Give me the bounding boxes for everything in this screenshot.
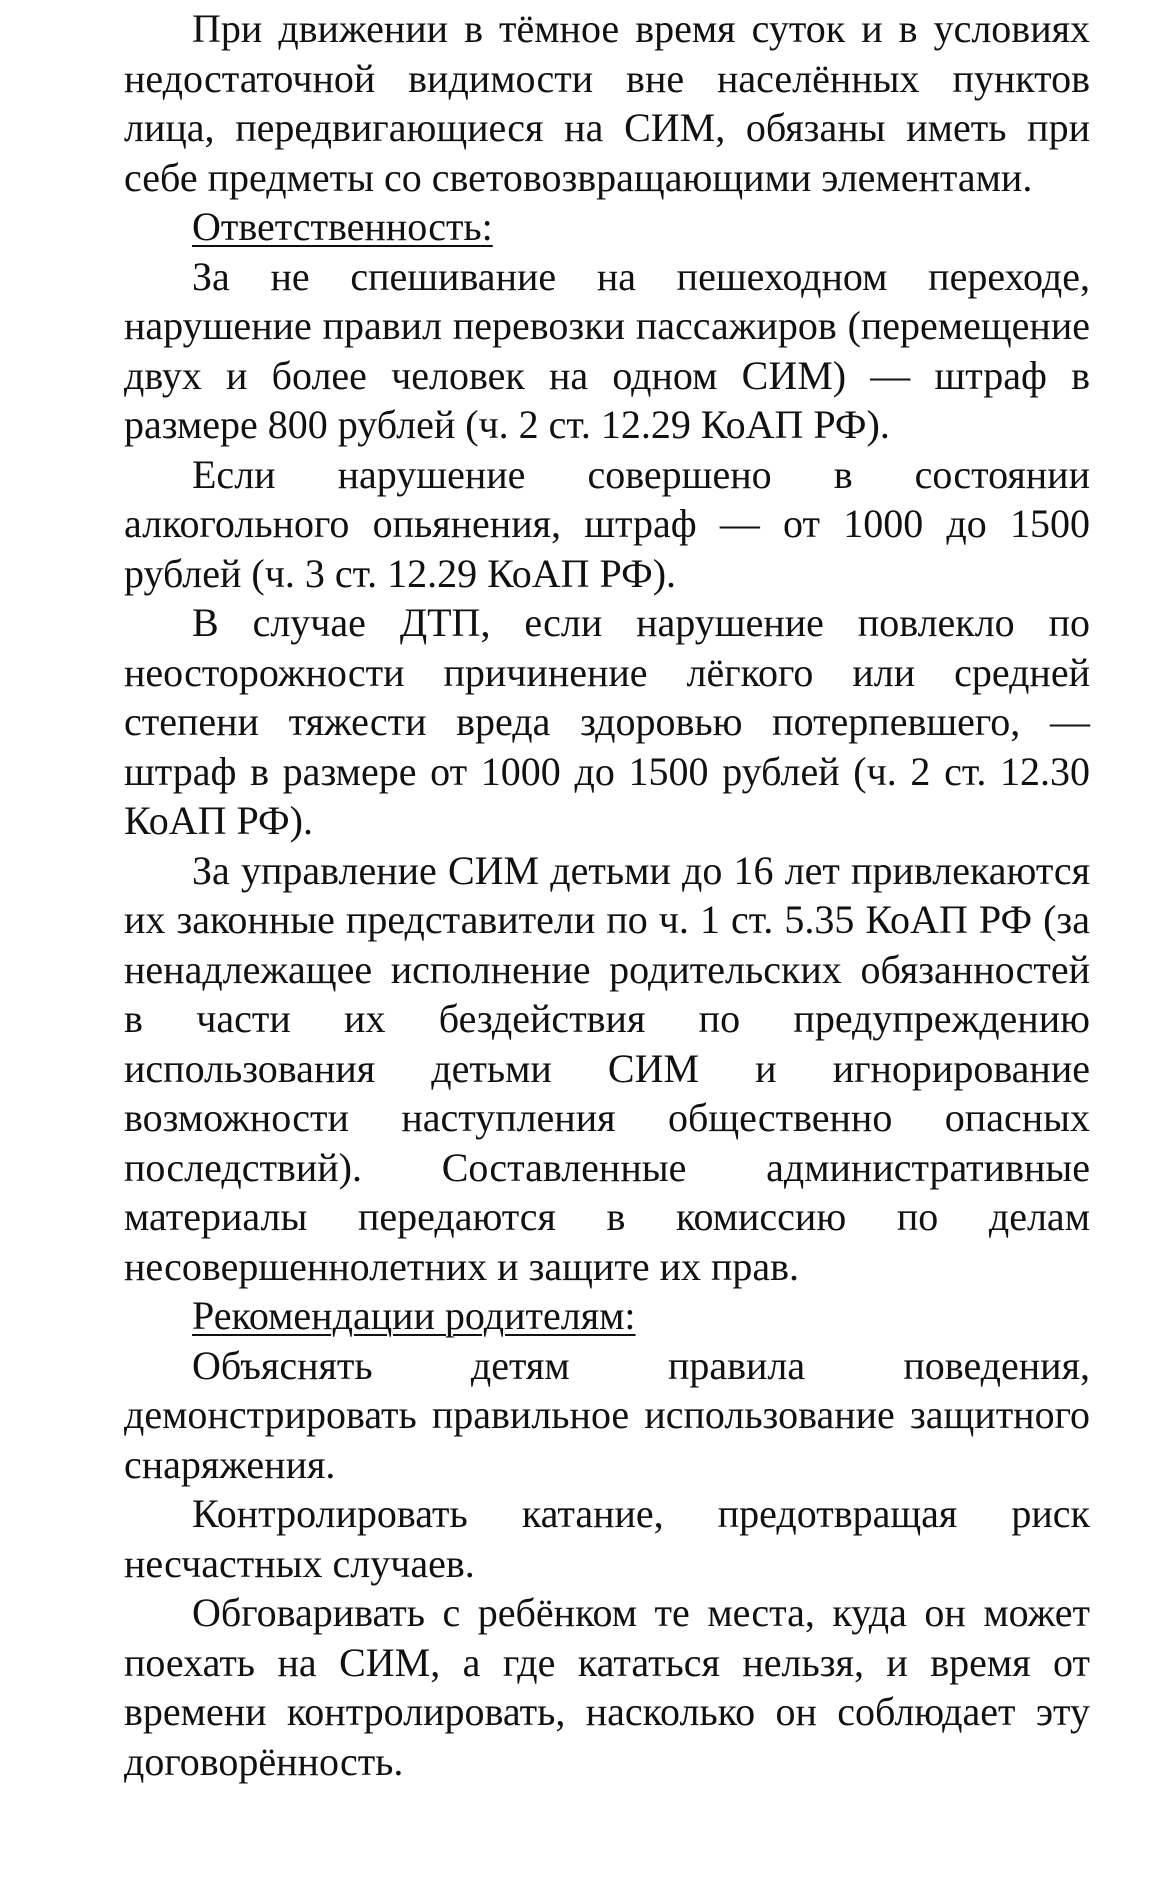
heading-responsibility (124, 202, 1090, 252)
heading-parent-recommendations (124, 1291, 1090, 1341)
heading-responsibility-text: Ответственность: (192, 204, 493, 249)
paragraph-fine-crossing: За не спешивание на пешеходном переходе, нарушение правил перевозки пассажиров (перемещение двух и более человек на одном СИМ) — штраф в размере 800 рублей (ч. 2 ст. 12.29 КоАП РФ). (124, 253, 1090, 447)
heading-parent-recommendations-text: Рекомендации родителям: (192, 1293, 636, 1338)
paragraph-explain-rules: Объяснять детям правила поведения, демонстрировать правильное использование защитного снаряжения. (124, 1342, 1090, 1487)
paragraph-fine-accident: В случае ДТП, если нарушение повлекло по неосторожности причинение лёгкого или средней степени тяжести вреда здоровью потерпевшего, — штраф в размере от 1000 до 1500 рублей (ч. 2 ст. 12.30 КоАП РФ). (124, 600, 1090, 843)
paragraph-discuss-places: Обговаривать с ребёнком те места, куда он может поехать на СИМ, а где кататься нельзя, и время от времени контролировать, насколько он соблюдает эту договорённость. (124, 1590, 1090, 1784)
paragraph-control-riding: Контролировать катание, предотвращая риск несчастных случаев. (124, 1491, 1090, 1586)
paragraph-visibility-requirements: При движении в тёмное время суток и в условиях недостаточной видимости вне населённых пунктов лица, передвигающиеся на СИМ, обязаны иметь при себе предметы со световозвращающими элементами. (124, 6, 1090, 200)
paragraph-children-under-16: За управление СИМ детьми до 16 лет привлекаются их законные представители по ч. 1 ст. 5.35 КоАП РФ (за ненадлежащее исполнение родительских обязанностей в части их бездействия по предупреждению использования детьми СИМ и игнорирование возможности наступления общественно опасных последствий). Составленные административные материалы передаются в комиссию по делам несовершеннолетних и защите их прав. (124, 847, 1090, 1289)
paragraph-fine-alcohol: Если нарушение совершено в состоянии алкогольного опьянения, штраф — от 1000 до 1500 рублей (ч. 3 ст. 12.29 КоАП РФ). (124, 451, 1090, 596)
document-page (124, 4, 1090, 1786)
